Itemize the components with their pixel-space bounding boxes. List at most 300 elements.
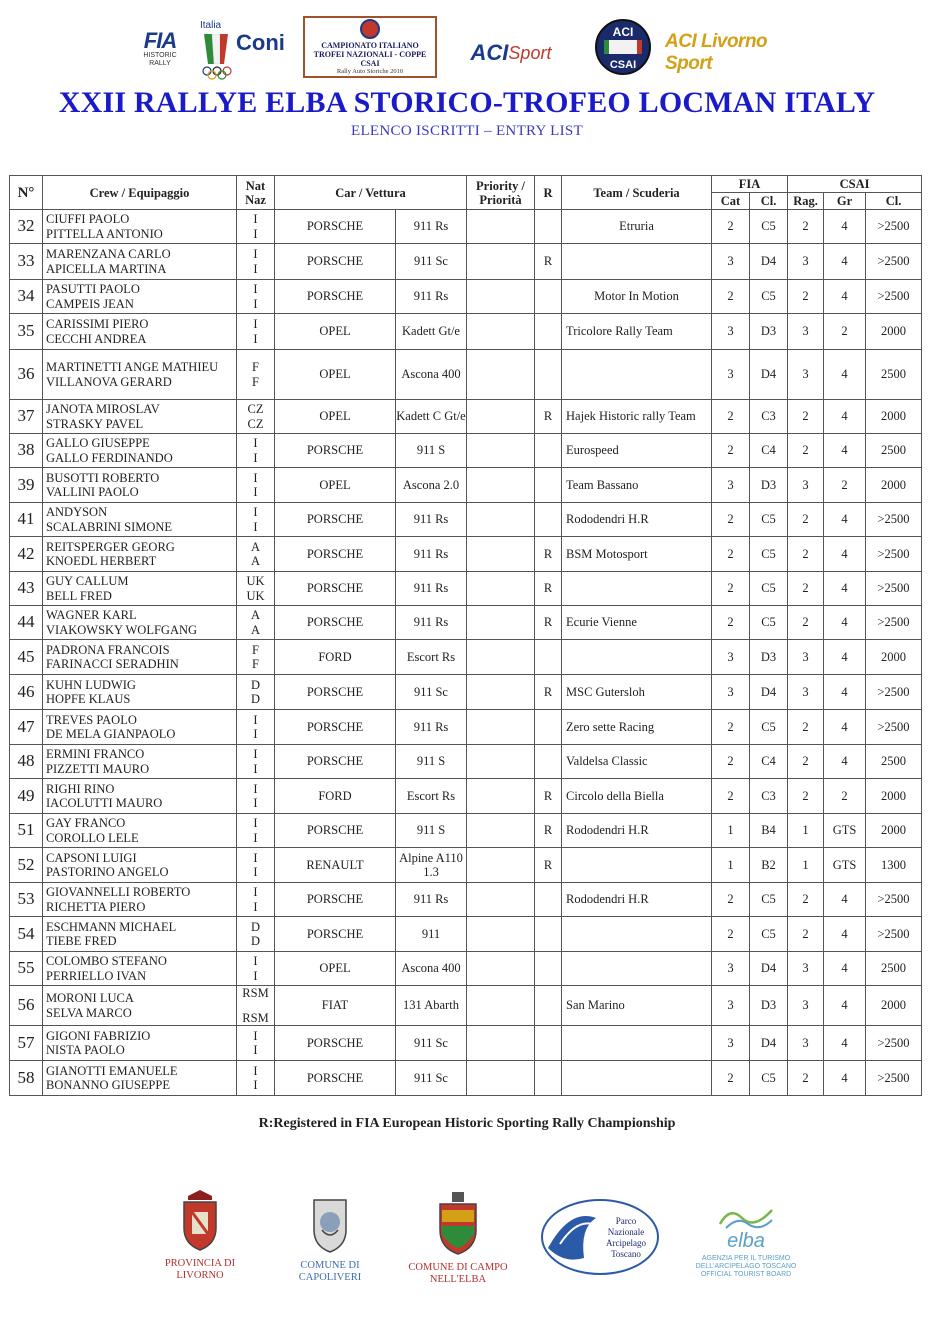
car-make: PORSCHE xyxy=(275,1061,396,1096)
nationality-cell xyxy=(237,917,275,952)
car-model: Escort Rs xyxy=(396,779,467,814)
nationality-cell xyxy=(237,434,275,468)
header-team: Team / Scuderia xyxy=(562,176,712,210)
fia-category: 3 xyxy=(712,314,750,350)
driver-name: MARTINETTI ANGE MATHIEU xyxy=(46,360,219,374)
nationality-cell xyxy=(237,1061,275,1096)
comune-capoliveri-logo: COMUNE DI CAPOLIVERI xyxy=(290,1196,370,1284)
nationality-cell xyxy=(237,640,275,675)
fia-class: C3 xyxy=(750,779,788,814)
car-model: 911 Sc xyxy=(396,675,467,710)
table-row xyxy=(10,952,922,986)
provincia-livorno-logo: PROVINCIA DI LIVORNO xyxy=(160,1188,240,1282)
fia-category: 2 xyxy=(712,434,750,468)
priority-cell xyxy=(467,986,535,1026)
registered-flag xyxy=(535,710,562,745)
priority-cell xyxy=(467,917,535,952)
codriver-nationality: I xyxy=(253,727,258,741)
codriver-name: STRASKY PAVEL xyxy=(46,416,144,431)
driver-name: GUY CALLUM xyxy=(46,574,129,588)
car-make: PORSCHE xyxy=(275,537,396,572)
fia-category: 2 xyxy=(712,710,750,745)
fia-category: 3 xyxy=(712,244,750,280)
csai-class: 2500 xyxy=(866,952,922,986)
priority-cell xyxy=(467,244,535,280)
header-csai: CSAI xyxy=(788,176,922,193)
driver-nationality: I xyxy=(253,1063,258,1078)
nationality-cell xyxy=(237,986,275,1026)
priority-cell xyxy=(467,434,535,468)
car-make: PORSCHE xyxy=(275,814,396,848)
entry-number: 48 xyxy=(10,745,43,779)
team-name: Rododendri H.R xyxy=(562,814,712,848)
nationality-cell xyxy=(237,400,275,434)
registered-flag: R xyxy=(535,606,562,640)
driver-name: GIANOTTI EMANUELE xyxy=(46,1063,178,1078)
fia-category: 3 xyxy=(712,986,750,1026)
header-number: N° xyxy=(10,176,43,210)
table-row xyxy=(10,710,922,745)
csai-class: 1300 xyxy=(866,848,922,883)
csai-rag: 2 xyxy=(788,434,824,468)
driver-name: ANDYSON xyxy=(46,505,108,519)
fia-class: D4 xyxy=(750,244,788,280)
header-fia-cat: Cat xyxy=(712,193,750,210)
priority-cell xyxy=(467,468,535,503)
driver-name: KUHN LUDWIG xyxy=(46,677,136,692)
header-csai-rag: Rag. xyxy=(788,193,824,210)
registered-flag xyxy=(535,503,562,537)
driver-nationality: CZ xyxy=(247,402,264,416)
csai-rag: 2 xyxy=(788,400,824,434)
codriver-nationality: A xyxy=(250,622,261,637)
fia-category: 2 xyxy=(712,280,750,314)
car-make: PORSCHE xyxy=(275,675,396,710)
team-name: Team Bassano xyxy=(562,468,712,503)
nationality-cell xyxy=(237,952,275,986)
codriver-name: VIAKOWSKY WOLFGANG xyxy=(46,622,198,637)
driver-name: CAPSONI LUIGI xyxy=(46,850,137,865)
crew-cell xyxy=(43,814,237,848)
codriver-name: BELL FRED xyxy=(46,588,112,603)
crew-cell xyxy=(43,986,237,1026)
crew-cell xyxy=(43,503,237,537)
svg-text:Toscano: Toscano xyxy=(611,1249,641,1259)
priority-cell xyxy=(467,314,535,350)
fia-class: C5 xyxy=(750,710,788,745)
driver-nationality: I xyxy=(253,212,258,226)
codriver-name: SELVA MARCO xyxy=(46,1005,132,1020)
car-model: 131 Abarth xyxy=(396,986,467,1026)
driver-name: WAGNER KARL xyxy=(46,608,137,622)
car-model: 911 Rs xyxy=(396,572,467,606)
codriver-name: BONANNO GIUSEPPE xyxy=(46,1078,170,1092)
car-make: PORSCHE xyxy=(275,1026,396,1061)
csai-group: 4 xyxy=(824,210,866,244)
codriver-name: VALLINI PAOLO xyxy=(46,485,139,499)
fia-category: 3 xyxy=(712,350,750,400)
nationality-cell xyxy=(237,779,275,814)
car-model: 911 Sc xyxy=(396,1061,467,1096)
crew-cell xyxy=(43,952,237,986)
csai-group: 4 xyxy=(824,537,866,572)
table-row xyxy=(10,572,922,606)
driver-nationality: I xyxy=(253,954,258,968)
car-model: 911 S xyxy=(396,745,467,779)
car-make: FIAT xyxy=(275,986,396,1026)
entry-list-table xyxy=(9,175,922,1096)
crew-cell xyxy=(43,314,237,350)
fia-class: C4 xyxy=(750,745,788,779)
csai-group: 4 xyxy=(824,640,866,675)
svg-text:ACI: ACI xyxy=(612,25,634,39)
driver-name: PASUTTI PAOLO xyxy=(46,282,140,296)
fia-class: D3 xyxy=(750,640,788,675)
nationality-cell xyxy=(237,537,275,572)
codriver-nationality: I xyxy=(253,1078,258,1092)
entry-number: 34 xyxy=(10,280,43,314)
priority-cell xyxy=(467,745,535,779)
driver-name: ERMINI FRANCO xyxy=(46,747,145,761)
driver-nationality: I xyxy=(253,850,258,865)
team-name: Rododendri H.R xyxy=(562,883,712,917)
registered-flag xyxy=(535,917,562,952)
table-row xyxy=(10,917,922,952)
parco-wave-logo-icon xyxy=(540,1198,660,1276)
team-name: Etruria xyxy=(562,210,712,244)
fia-class: C5 xyxy=(750,210,788,244)
codriver-name: RICHETTA PIERO xyxy=(46,899,146,914)
entry-number: 53 xyxy=(10,883,43,917)
header-registered: R xyxy=(535,176,562,210)
csai-group: 4 xyxy=(824,1026,866,1061)
registered-flag: R xyxy=(535,814,562,848)
nationality-cell xyxy=(237,572,275,606)
svg-text:CSAI: CSAI xyxy=(609,59,637,71)
capoliveri-crest-icon xyxy=(308,1196,352,1254)
codriver-name: PERRIELLO IVAN xyxy=(46,968,147,983)
crew-cell xyxy=(43,280,237,314)
car-model: 911 S xyxy=(396,434,467,468)
registered-flag xyxy=(535,1026,562,1061)
driver-nationality: I xyxy=(253,885,258,899)
csai-class: 2000 xyxy=(866,986,922,1026)
entry-number: 46 xyxy=(10,675,43,710)
header-nationality: Nat Naz xyxy=(237,176,275,210)
car-model: 911 Rs xyxy=(396,606,467,640)
csai-class: >2500 xyxy=(866,675,922,710)
team-name xyxy=(562,917,712,952)
team-name: Eurospeed xyxy=(562,434,712,468)
table-row xyxy=(10,537,922,572)
fia-category: 2 xyxy=(712,400,750,434)
driver-name: GAY FRANCO xyxy=(46,816,126,830)
car-model: Escort Rs xyxy=(396,640,467,675)
registered-flag: R xyxy=(535,537,562,572)
csai-class: 2500 xyxy=(866,350,922,400)
table-row xyxy=(10,986,922,1026)
driver-name: TREVES PAOLO xyxy=(46,712,137,727)
car-model: 911 Rs xyxy=(396,280,467,314)
csai-group: 4 xyxy=(824,280,866,314)
registered-flag xyxy=(535,350,562,400)
crew-cell xyxy=(43,640,237,675)
car-make: OPEL xyxy=(275,314,396,350)
csai-group: 4 xyxy=(824,400,866,434)
csai-class: >2500 xyxy=(866,503,922,537)
codriver-name: CECCHI ANDREA xyxy=(46,331,147,346)
codriver-nationality: A xyxy=(250,554,261,568)
page-subtitle: ELENCO ISCRITTI – ENTRY LIST xyxy=(351,123,583,139)
fia-category: 2 xyxy=(712,779,750,814)
car-model: Ascona 400 xyxy=(396,952,467,986)
table-row xyxy=(10,1061,922,1096)
team-name xyxy=(562,1061,712,1096)
entry-number: 35 xyxy=(10,314,43,350)
csai-group: 4 xyxy=(824,503,866,537)
table-row xyxy=(10,779,922,814)
table-row xyxy=(10,745,922,779)
car-make: PORSCHE xyxy=(275,745,396,779)
team-name: Hajek Historic rally Team xyxy=(562,400,712,434)
codriver-nationality: I xyxy=(253,899,258,914)
csai-group: 4 xyxy=(824,606,866,640)
fia-category: 2 xyxy=(712,503,750,537)
priority-cell xyxy=(467,640,535,675)
entry-number: 51 xyxy=(10,814,43,848)
crew-cell xyxy=(43,400,237,434)
nationality-cell xyxy=(237,314,275,350)
table-row xyxy=(10,350,922,400)
team-name: San Marino xyxy=(562,986,712,1026)
car-model: 911 Rs xyxy=(396,210,467,244)
fia-category: 3 xyxy=(712,952,750,986)
codriver-nationality: D xyxy=(250,692,261,706)
nationality-cell xyxy=(237,1026,275,1061)
olympic-rings-icon xyxy=(202,66,232,80)
car-make: RENAULT xyxy=(275,848,396,883)
header-fia-class: Cl. xyxy=(750,193,788,210)
codriver-name: SCALABRINI SIMONE xyxy=(46,519,173,534)
csai-rag: 2 xyxy=(788,537,824,572)
codriver-name: DE MELA GIANPAOLO xyxy=(46,727,176,741)
campionato-italiano-logo: CAMPIONATO ITALIANO TROFEI NAZIONALI - COPPE CSAI Rally Auto Storiche 2010 xyxy=(303,16,437,78)
csai-rag: 2 xyxy=(788,710,824,745)
csai-group: 4 xyxy=(824,1061,866,1096)
csai-rag: 2 xyxy=(788,883,824,917)
car-make: OPEL xyxy=(275,952,396,986)
registered-flag xyxy=(535,210,562,244)
header-csai-class: Cl. xyxy=(866,193,922,210)
car-make: FORD xyxy=(275,779,396,814)
fia-category: 2 xyxy=(712,572,750,606)
codriver-nationality: I xyxy=(253,796,258,810)
driver-name: RIGHI RINO xyxy=(46,781,115,796)
team-name xyxy=(562,640,712,675)
csai-rag: 2 xyxy=(788,606,824,640)
aci-csai-emblem-icon xyxy=(594,16,652,78)
csai-rag: 2 xyxy=(788,280,824,314)
priority-cell xyxy=(467,1061,535,1096)
italy-flag-icon xyxy=(202,34,230,64)
codriver-nationality: I xyxy=(253,331,258,346)
registered-flag xyxy=(535,1061,562,1096)
crew-cell xyxy=(43,883,237,917)
provincia-crest-icon xyxy=(180,1188,220,1252)
entry-number: 43 xyxy=(10,572,43,606)
registered-flag xyxy=(535,280,562,314)
codriver-name: VILLANOVA GERARD xyxy=(46,374,172,389)
team-name: Rododendri H.R xyxy=(562,503,712,537)
codriver-nationality: I xyxy=(253,226,258,241)
driver-nationality: I xyxy=(253,747,258,761)
team-name xyxy=(562,1026,712,1061)
driver-name: REITSPERGER GEORG xyxy=(46,539,175,554)
priority-cell xyxy=(467,952,535,986)
crew-cell xyxy=(43,350,237,400)
csai-group: 2 xyxy=(824,468,866,503)
registered-flag: R xyxy=(535,572,562,606)
crew-cell xyxy=(43,745,237,779)
fia-category: 2 xyxy=(712,745,750,779)
driver-name: MARENZANA CARLO xyxy=(46,247,171,261)
csai-rag: 2 xyxy=(788,503,824,537)
csai-class: 2500 xyxy=(866,745,922,779)
priority-cell xyxy=(467,350,535,400)
driver-nationality: UK xyxy=(246,574,265,588)
codriver-nationality: I xyxy=(253,450,258,465)
driver-nationality: I xyxy=(253,712,258,727)
team-name: Valdelsa Classic xyxy=(562,745,712,779)
driver-name: JANOTA MIROSLAV xyxy=(46,402,160,416)
table-row xyxy=(10,1026,922,1061)
fia-class: C5 xyxy=(750,503,788,537)
csai-group: 4 xyxy=(824,952,866,986)
team-name: Ecurie Vienne xyxy=(562,606,712,640)
car-model: Ascona 2.0 xyxy=(396,468,467,503)
registered-flag xyxy=(535,640,562,675)
fia-class: D4 xyxy=(750,952,788,986)
csai-group: 4 xyxy=(824,350,866,400)
csai-group: 4 xyxy=(824,917,866,952)
fia-category: 2 xyxy=(712,606,750,640)
codriver-nationality: I xyxy=(253,261,258,276)
fia-class: C5 xyxy=(750,606,788,640)
csai-class: >2500 xyxy=(866,710,922,745)
entry-number: 39 xyxy=(10,468,43,503)
codriver-name: APICELLA MARTINA xyxy=(46,261,167,276)
aci-csai-logo xyxy=(594,16,652,78)
team-name: BSM Motosport xyxy=(562,537,712,572)
nationality-cell xyxy=(237,210,275,244)
driver-name: GIGONI FABRIZIO xyxy=(46,1028,151,1043)
codriver-nationality: RSM xyxy=(242,1010,269,1025)
table-row xyxy=(10,400,922,434)
csai-group: 4 xyxy=(824,675,866,710)
fia-category: 3 xyxy=(712,640,750,675)
priority-cell xyxy=(467,675,535,710)
svg-text:Nazionale: Nazionale xyxy=(607,1227,645,1237)
priority-cell xyxy=(467,210,535,244)
fia-category: 1 xyxy=(712,814,750,848)
table-row xyxy=(10,606,922,640)
table-row xyxy=(10,468,922,503)
crew-cell xyxy=(43,434,237,468)
csai-group: 2 xyxy=(824,779,866,814)
car-model: Kadett C Gt/e xyxy=(396,400,467,434)
car-model: 911 Rs xyxy=(396,710,467,745)
car-make: FORD xyxy=(275,640,396,675)
csai-rag: 3 xyxy=(788,314,824,350)
table-row xyxy=(10,244,922,280)
codriver-name: FARINACCI SERADHIN xyxy=(46,657,179,671)
nationality-cell xyxy=(237,814,275,848)
header-car: Car / Vettura xyxy=(275,176,467,210)
fia-class: C5 xyxy=(750,883,788,917)
car-model: 911 Rs xyxy=(396,503,467,537)
csai-class: 2000 xyxy=(866,779,922,814)
entry-number: 33 xyxy=(10,244,43,280)
table-row xyxy=(10,848,922,883)
entry-number: 32 xyxy=(10,210,43,244)
csai-group: GTS xyxy=(824,848,866,883)
nationality-cell xyxy=(237,503,275,537)
fia-class: D4 xyxy=(750,1026,788,1061)
registered-flag: R xyxy=(535,779,562,814)
fia-class: D3 xyxy=(750,314,788,350)
car-model: 911 Rs xyxy=(396,883,467,917)
driver-nationality: RSM xyxy=(242,986,269,1000)
codriver-name: TIEBE FRED xyxy=(46,934,117,948)
codriver-nationality: I xyxy=(253,1043,258,1057)
coni-logo: Italia Coni xyxy=(200,20,290,84)
fia-class: C5 xyxy=(750,917,788,952)
fia-category: 2 xyxy=(712,1061,750,1096)
codriver-name: KNOEDL HERBERT xyxy=(46,554,157,568)
team-name xyxy=(562,848,712,883)
codriver-nationality: F xyxy=(252,657,259,671)
fia-class: B2 xyxy=(750,848,788,883)
csai-class: 2500 xyxy=(866,434,922,468)
codriver-name: PASTORINO ANGELO xyxy=(46,865,169,879)
elba-wave-icon xyxy=(716,1200,776,1230)
fia-category: 3 xyxy=(712,675,750,710)
driver-nationality: I xyxy=(253,816,258,830)
team-name xyxy=(562,350,712,400)
fia-class: D3 xyxy=(750,468,788,503)
fia-category: 2 xyxy=(712,917,750,952)
driver-nationality: D xyxy=(250,919,261,934)
car-make: PORSCHE xyxy=(275,434,396,468)
driver-name: COLOMBO STEFANO xyxy=(46,954,167,968)
driver-nationality: I xyxy=(253,505,258,519)
entry-number: 55 xyxy=(10,952,43,986)
crew-cell xyxy=(43,1026,237,1061)
acisport-logo: ACI Sport xyxy=(470,40,552,65)
driver-nationality: I xyxy=(253,436,258,450)
entry-number: 56 xyxy=(10,986,43,1026)
driver-nationality: I xyxy=(253,781,258,796)
fia-class: C5 xyxy=(750,280,788,314)
fia-class: C5 xyxy=(750,572,788,606)
parco-arcipelago-logo xyxy=(540,1198,660,1276)
csai-rag: 3 xyxy=(788,1026,824,1061)
csai-rag: 3 xyxy=(788,244,824,280)
csai-rag: 3 xyxy=(788,468,824,503)
crew-cell xyxy=(43,710,237,745)
car-make: PORSCHE xyxy=(275,244,396,280)
registered-flag xyxy=(535,314,562,350)
